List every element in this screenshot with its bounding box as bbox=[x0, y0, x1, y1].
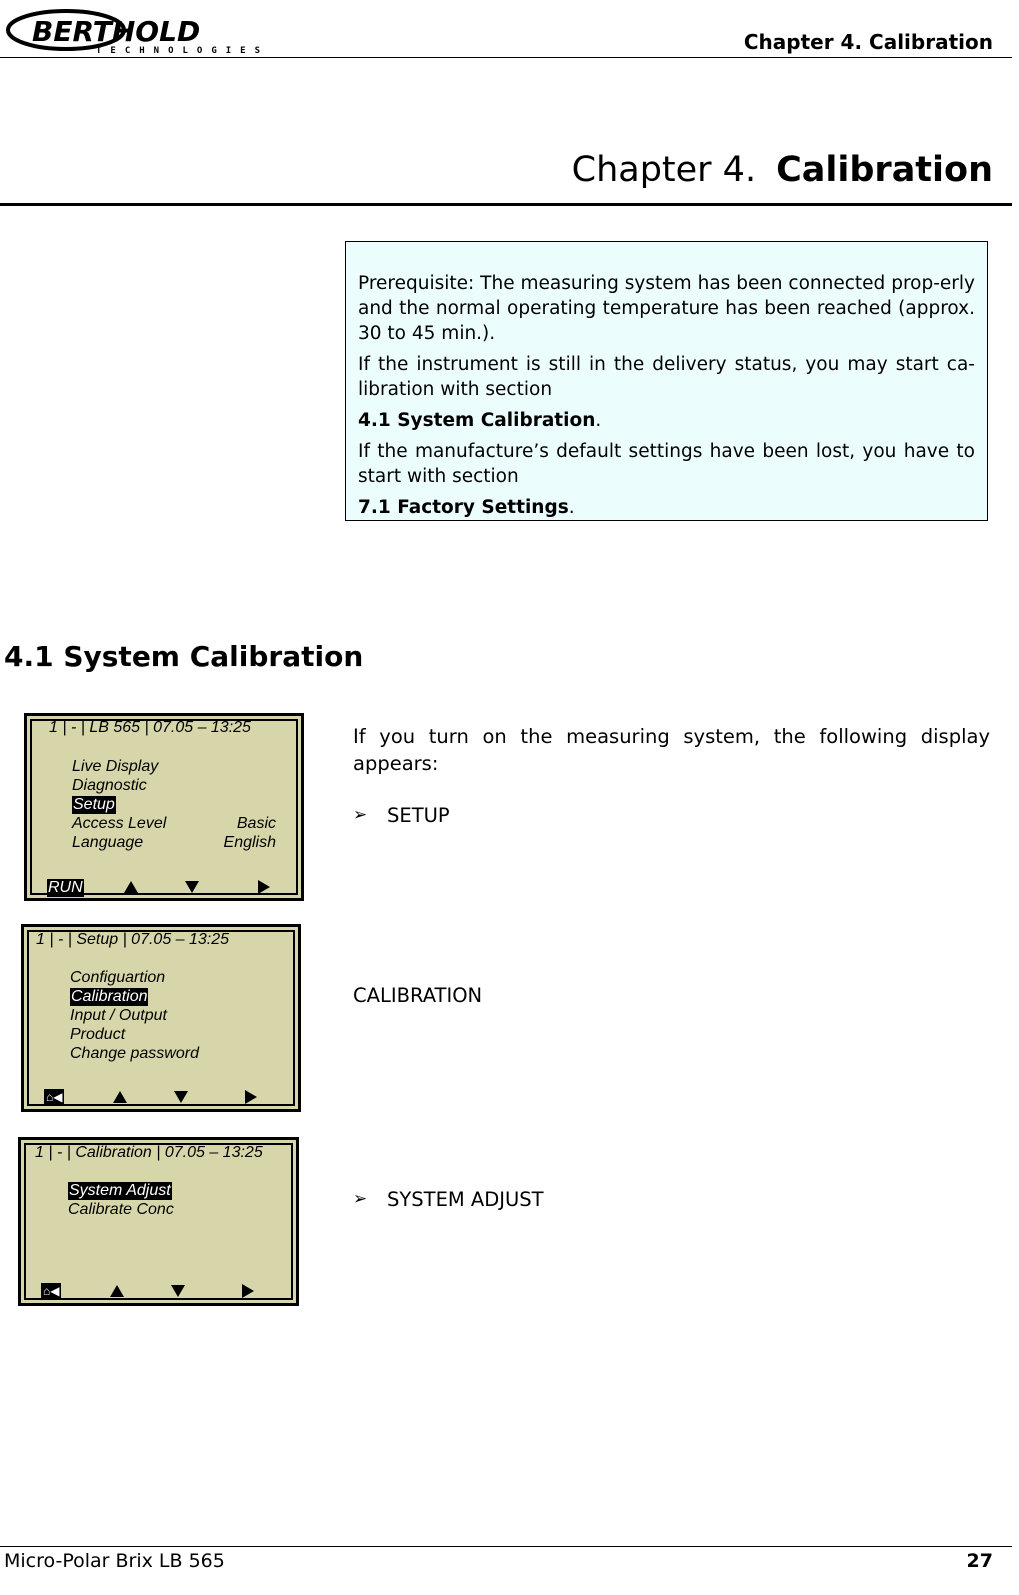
period: . bbox=[568, 497, 575, 518]
prerequisite-note bbox=[345, 241, 988, 521]
calibration-label: CALIBRATION bbox=[353, 984, 483, 1007]
lcd-status-bar: 1 | - | LB 565 | 07.05 – 13:25 bbox=[49, 719, 251, 736]
header-chapter: Chapter 4. Calibration bbox=[743, 30, 993, 54]
lcd-status-bar: 1 | - | Setup | 07.05 – 13:25 bbox=[36, 931, 230, 948]
lcd-main-menu bbox=[24, 713, 304, 901]
language-value: English bbox=[223, 834, 276, 851]
lcd-setup-menu bbox=[21, 924, 301, 1112]
section-title: 4.1 System Calibration bbox=[4, 640, 364, 673]
menu-item-system-adjust[interactable]: System Adjust bbox=[69, 1182, 171, 1199]
up-arrow-icon[interactable] bbox=[124, 881, 138, 893]
lcd-calibration-menu bbox=[18, 1137, 299, 1306]
menu-item-change-password[interactable]: Change password bbox=[70, 1045, 199, 1062]
bullet-arrow-icon: ➢ bbox=[353, 805, 368, 825]
access-level-value: Basic bbox=[236, 815, 276, 832]
run-button[interactable]: RUN bbox=[48, 879, 83, 896]
header-divider bbox=[0, 57, 1012, 58]
footer-product: Micro-Polar Brix LB 565 bbox=[4, 1550, 225, 1572]
logo-text: BERTHOLD bbox=[32, 15, 201, 48]
up-arrow-icon[interactable] bbox=[113, 1091, 127, 1103]
home-back-button[interactable]: ⌂◀ bbox=[43, 1284, 60, 1298]
down-arrow-icon[interactable] bbox=[174, 1091, 188, 1103]
intro-paragraph: If you turn on the measuring system, the following display appears: bbox=[353, 725, 990, 775]
bullet-text: SYSTEM ADJUST bbox=[387, 1188, 544, 1211]
berthold-logo bbox=[4, 8, 304, 54]
menu-item-access-level[interactable]: Access Level bbox=[72, 815, 167, 832]
menu-item-language[interactable]: Language bbox=[72, 834, 144, 851]
prereq-text-3: If the manufacture’s default settings have been lost, you have to start with section bbox=[358, 441, 975, 487]
down-arrow-icon[interactable] bbox=[185, 881, 199, 893]
chapter-number: Chapter 4. bbox=[571, 150, 757, 190]
menu-item-setup[interactable]: Setup bbox=[73, 796, 115, 813]
period: . bbox=[595, 410, 602, 431]
prereq-ref-system-calibration: 4.1 System Calibration bbox=[358, 410, 596, 431]
title-divider bbox=[0, 203, 1012, 206]
logo-subtext: TECHNOLOGIES bbox=[96, 46, 270, 54]
chapter-name: Calibration bbox=[776, 150, 993, 190]
right-arrow-icon[interactable] bbox=[242, 1284, 254, 1298]
down-arrow-icon[interactable] bbox=[171, 1285, 185, 1297]
prereq-text-1: Prerequisite: The measuring system has been connected prop-erly and the normal operating temperature has been reached (approx. 30 to 45 min.). bbox=[358, 273, 975, 344]
bullet-setup bbox=[353, 802, 450, 829]
page-number: 27 bbox=[966, 1550, 993, 1572]
home-back-button[interactable]: ⌂◀ bbox=[46, 1090, 63, 1104]
menu-item-calibration[interactable]: Calibration bbox=[71, 988, 148, 1005]
menu-item-live-display[interactable]: Live Display bbox=[72, 758, 159, 775]
bullet-arrow-icon: ➢ bbox=[353, 1189, 368, 1209]
right-arrow-icon[interactable] bbox=[258, 880, 270, 894]
menu-item-configuration[interactable]: Configuartion bbox=[70, 969, 166, 986]
menu-item-product[interactable]: Product bbox=[70, 1026, 126, 1043]
lcd-status-bar: 1 | - | Calibration | 07.05 – 13:25 bbox=[35, 1144, 263, 1161]
footer-divider bbox=[0, 1546, 1012, 1547]
menu-item-diagnostic[interactable]: Diagnostic bbox=[72, 777, 147, 794]
menu-item-input-output[interactable]: Input / Output bbox=[70, 1007, 167, 1024]
prereq-ref-factory-settings: 7.1 Factory Settings bbox=[358, 497, 569, 518]
chapter-title bbox=[572, 150, 993, 190]
right-arrow-icon[interactable] bbox=[245, 1090, 257, 1104]
up-arrow-icon[interactable] bbox=[110, 1285, 124, 1297]
menu-item-calibrate-conc[interactable]: Calibrate Conc bbox=[68, 1201, 174, 1218]
bullet-system-adjust bbox=[353, 1186, 544, 1213]
prereq-text-2: If the instrument is still in the delivery status, you may start ca-libration with section bbox=[358, 354, 975, 400]
bullet-text: SETUP bbox=[387, 804, 450, 827]
